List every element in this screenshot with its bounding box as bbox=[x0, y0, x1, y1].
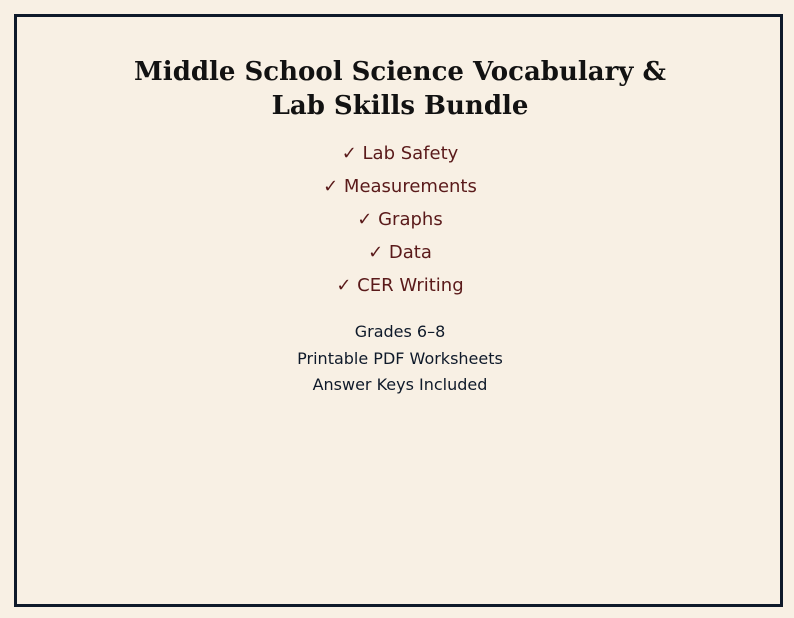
title-line-1: Middle School Science Vocabulary & bbox=[134, 57, 666, 87]
topic-item-measurements: ✓ Measurements bbox=[323, 176, 477, 197]
answer-keys-text: Answer Keys Included bbox=[312, 375, 488, 394]
topic-item-data: ✓ Data bbox=[368, 242, 432, 263]
format-text: Printable PDF Worksheets bbox=[297, 348, 503, 368]
product-details bbox=[17, 319, 783, 399]
topic-list bbox=[17, 137, 783, 302]
grades-text: Grades 6–8 bbox=[354, 322, 446, 341]
page-title bbox=[17, 55, 783, 123]
cover-frame bbox=[14, 14, 783, 607]
topic-item-lab-safety: ✓ Lab Safety bbox=[341, 143, 459, 164]
title-line-2: Lab Skills Bundle bbox=[271, 91, 529, 121]
topic-item-cer-writing: ✓ CER Writing bbox=[336, 275, 464, 296]
topic-item-graphs: ✓ Graphs bbox=[357, 209, 443, 230]
